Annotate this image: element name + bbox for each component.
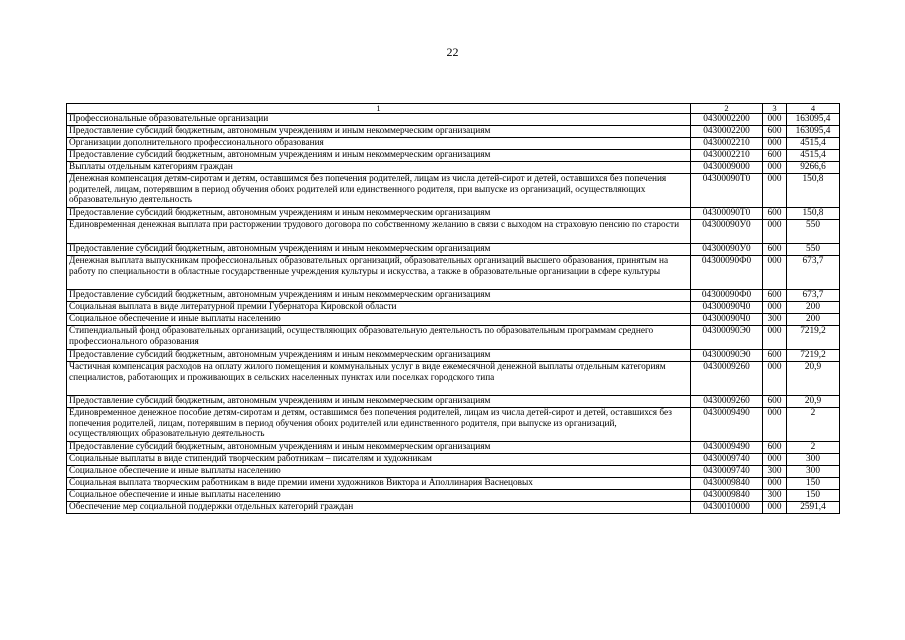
row-name: Социальное обеспечение и иные выплаты населению xyxy=(67,314,691,326)
row-code: 0430002200 xyxy=(691,126,763,138)
table-row xyxy=(67,220,840,244)
row-amount: 2591,4 xyxy=(787,502,840,514)
row-code: 04300090Э0 xyxy=(691,326,763,350)
row-vtype: 600 xyxy=(763,126,787,138)
row-amount: 300 xyxy=(787,466,840,478)
row-name: Социальное обеспечение и иные выплаты населению xyxy=(67,490,691,502)
table-row xyxy=(67,150,840,162)
header-col-4: 4 xyxy=(787,104,840,114)
table-row xyxy=(67,478,840,490)
row-amount: 550 xyxy=(787,244,840,256)
table-row xyxy=(67,326,840,350)
row-vtype: 000 xyxy=(763,502,787,514)
row-amount: 2 xyxy=(787,408,840,442)
row-name: Единовременное денежное пособие детям-сиротам и детям, оставшимся без попечения родителей, лицам из числа детей-сирот и детей, оставшихся без попечения родителей, лицам, потерявшим в период обучения обоих родителей или единственного родителя, при выпуске из организаций, осуществляющих образовательную деятельность xyxy=(67,408,691,442)
row-name: Социальная выплата творческим работникам в виде премии имени художников Виктора и Аполлинария Васнецовых xyxy=(67,478,691,490)
table-row xyxy=(67,244,840,256)
table-row xyxy=(67,466,840,478)
table-row xyxy=(67,314,840,326)
row-amount: 4515,4 xyxy=(787,138,840,150)
row-amount: 2 xyxy=(787,442,840,454)
row-code: 0430009490 xyxy=(691,408,763,442)
row-code: 04300090У0 xyxy=(691,220,763,244)
row-code: 0430002210 xyxy=(691,150,763,162)
row-code: 0430009000 xyxy=(691,162,763,174)
row-vtype: 000 xyxy=(763,326,787,350)
row-amount: 20,9 xyxy=(787,362,840,396)
row-vtype: 000 xyxy=(763,478,787,490)
row-name: Частичная компенсация расходов на оплату жилого помещения и коммунальных услуг в виде ежемесячной денежной выплаты отдельным категориям специалистов, работающих и проживающих в сельских населенных пунктах или поселках городского типа xyxy=(67,362,691,396)
row-amount: 550 xyxy=(787,220,840,244)
row-amount: 200 xyxy=(787,302,840,314)
row-amount: 7219,2 xyxy=(787,350,840,362)
row-name: Денежная выплата выпускникам профессиональных образовательных организаций, образовательных организаций высшего образования, принятым на работу по специальности в областные государственные учреждения культуры и искусства, а также в образовательные организации в сфере культуры xyxy=(67,256,691,290)
row-amount: 150 xyxy=(787,478,840,490)
row-name: Предоставление субсидий бюджетным, автономным учреждениям и иным некоммерческим организациям xyxy=(67,350,691,362)
row-code: 04300090Э0 xyxy=(691,350,763,362)
table-row xyxy=(67,174,840,208)
row-vtype: 000 xyxy=(763,174,787,208)
row-vtype: 000 xyxy=(763,162,787,174)
row-vtype: 000 xyxy=(763,362,787,396)
row-vtype: 600 xyxy=(763,350,787,362)
row-code: 0430009260 xyxy=(691,362,763,396)
table-row xyxy=(67,126,840,138)
budget-table xyxy=(66,103,840,514)
row-vtype: 300 xyxy=(763,314,787,326)
row-amount: 673,7 xyxy=(787,290,840,302)
row-name: Предоставление субсидий бюджетным, автономным учреждениям и иным некоммерческим организациям xyxy=(67,396,691,408)
row-code: 0430009260 xyxy=(691,396,763,408)
row-vtype: 600 xyxy=(763,290,787,302)
table-row xyxy=(67,502,840,514)
row-name: Предоставление субсидий бюджетным, автономным учреждениям и иным некоммерческим организациям xyxy=(67,442,691,454)
row-name: Денежная компенсация детям-сиротам и детям, оставшимся без попечения родителей, лицам из числа детей-сирот и детей, оставшихся без попечения родителей, лицам, потерявшим в период обучения обоих родителей или единственного родителя, при выпуске из организаций, осуществляющих образовательную деятельность xyxy=(67,174,691,208)
row-code: 04300090Ч0 xyxy=(691,302,763,314)
row-name: Предоставление субсидий бюджетным, автономным учреждениям и иным некоммерческим организациям xyxy=(67,208,691,220)
row-vtype: 000 xyxy=(763,256,787,290)
row-amount: 9266,6 xyxy=(787,162,840,174)
row-amount: 673,7 xyxy=(787,256,840,290)
row-amount: 150 xyxy=(787,490,840,502)
row-code: 04300090Ф0 xyxy=(691,256,763,290)
row-name: Организации дополнительного профессионального образования xyxy=(67,138,691,150)
row-amount: 4515,4 xyxy=(787,150,840,162)
row-code: 04300090Ф0 xyxy=(691,290,763,302)
table-row xyxy=(67,350,840,362)
row-name: Предоставление субсидий бюджетным, автономным учреждениям и иным некоммерческим организациям xyxy=(67,244,691,256)
row-amount: 163095,4 xyxy=(787,114,840,126)
row-code: 0430002200 xyxy=(691,114,763,126)
table-row xyxy=(67,138,840,150)
table-row xyxy=(67,442,840,454)
row-amount: 150,8 xyxy=(787,208,840,220)
row-vtype: 600 xyxy=(763,396,787,408)
row-name: Выплаты отдельным категориям граждан xyxy=(67,162,691,174)
row-vtype: 300 xyxy=(763,466,787,478)
row-name: Предоставление субсидий бюджетным, автономным учреждениям и иным некоммерческим организациям xyxy=(67,290,691,302)
row-vtype: 000 xyxy=(763,220,787,244)
table-row xyxy=(67,362,840,396)
row-code: 0430009490 xyxy=(691,442,763,454)
row-code: 0430010000 xyxy=(691,502,763,514)
table-row xyxy=(67,408,840,442)
row-amount: 200 xyxy=(787,314,840,326)
table-row xyxy=(67,490,840,502)
row-vtype: 000 xyxy=(763,138,787,150)
row-name: Предоставление субсидий бюджетным, автономным учреждениям и иным некоммерческим организациям xyxy=(67,150,691,162)
row-name: Единовременная денежная выплата при расторжении трудового договора по собственному желанию в связи с выходом на страховую пенсию по старости xyxy=(67,220,691,244)
row-code: 04300090Т0 xyxy=(691,174,763,208)
row-name: Социальные выплаты в виде стипендий творческим работникам – писателям и художникам xyxy=(67,454,691,466)
row-vtype: 600 xyxy=(763,442,787,454)
table-row xyxy=(67,302,840,314)
row-vtype: 300 xyxy=(763,490,787,502)
row-name: Профессиональные образовательные организации xyxy=(67,114,691,126)
row-code: 0430009740 xyxy=(691,466,763,478)
row-amount: 163095,4 xyxy=(787,126,840,138)
header-col-1: 1 xyxy=(67,104,691,114)
header-col-3: 3 xyxy=(763,104,787,114)
table-row xyxy=(67,256,840,290)
table-row xyxy=(67,208,840,220)
row-code: 0430009740 xyxy=(691,454,763,466)
row-amount: 150,8 xyxy=(787,174,840,208)
row-name: Обеспечение мер социальной поддержки отдельных категорий граждан xyxy=(67,502,691,514)
row-vtype: 000 xyxy=(763,302,787,314)
row-code: 0430009840 xyxy=(691,478,763,490)
row-amount: 7219,2 xyxy=(787,326,840,350)
row-amount: 300 xyxy=(787,454,840,466)
row-code: 0430002210 xyxy=(691,138,763,150)
row-vtype: 000 xyxy=(763,408,787,442)
row-vtype: 600 xyxy=(763,208,787,220)
row-amount: 20,9 xyxy=(787,396,840,408)
row-name: Стипендиальный фонд образовательных организаций, осуществляющих образовательную деятельность по образовательным программам среднего профессионального образования xyxy=(67,326,691,350)
row-vtype: 000 xyxy=(763,114,787,126)
row-vtype: 000 xyxy=(763,454,787,466)
row-code: 04300090Т0 xyxy=(691,208,763,220)
table-row xyxy=(67,396,840,408)
row-code: 04300090У0 xyxy=(691,244,763,256)
row-name: Предоставление субсидий бюджетным, автономным учреждениям и иным некоммерческим организациям xyxy=(67,126,691,138)
row-code: 0430009840 xyxy=(691,490,763,502)
page-number: 22 xyxy=(446,45,459,59)
table-row xyxy=(67,114,840,126)
row-vtype: 600 xyxy=(763,150,787,162)
row-code: 04300090Ч0 xyxy=(691,314,763,326)
row-name: Социальное обеспечение и иные выплаты населению xyxy=(67,466,691,478)
table-header-row xyxy=(67,104,840,114)
header-col-2: 2 xyxy=(691,104,763,114)
table-row xyxy=(67,162,840,174)
row-name: Социальная выплата в виде литературной премии Губернатора Кировской области xyxy=(67,302,691,314)
row-vtype: 600 xyxy=(763,244,787,256)
table-row xyxy=(67,290,840,302)
table-row xyxy=(67,454,840,466)
